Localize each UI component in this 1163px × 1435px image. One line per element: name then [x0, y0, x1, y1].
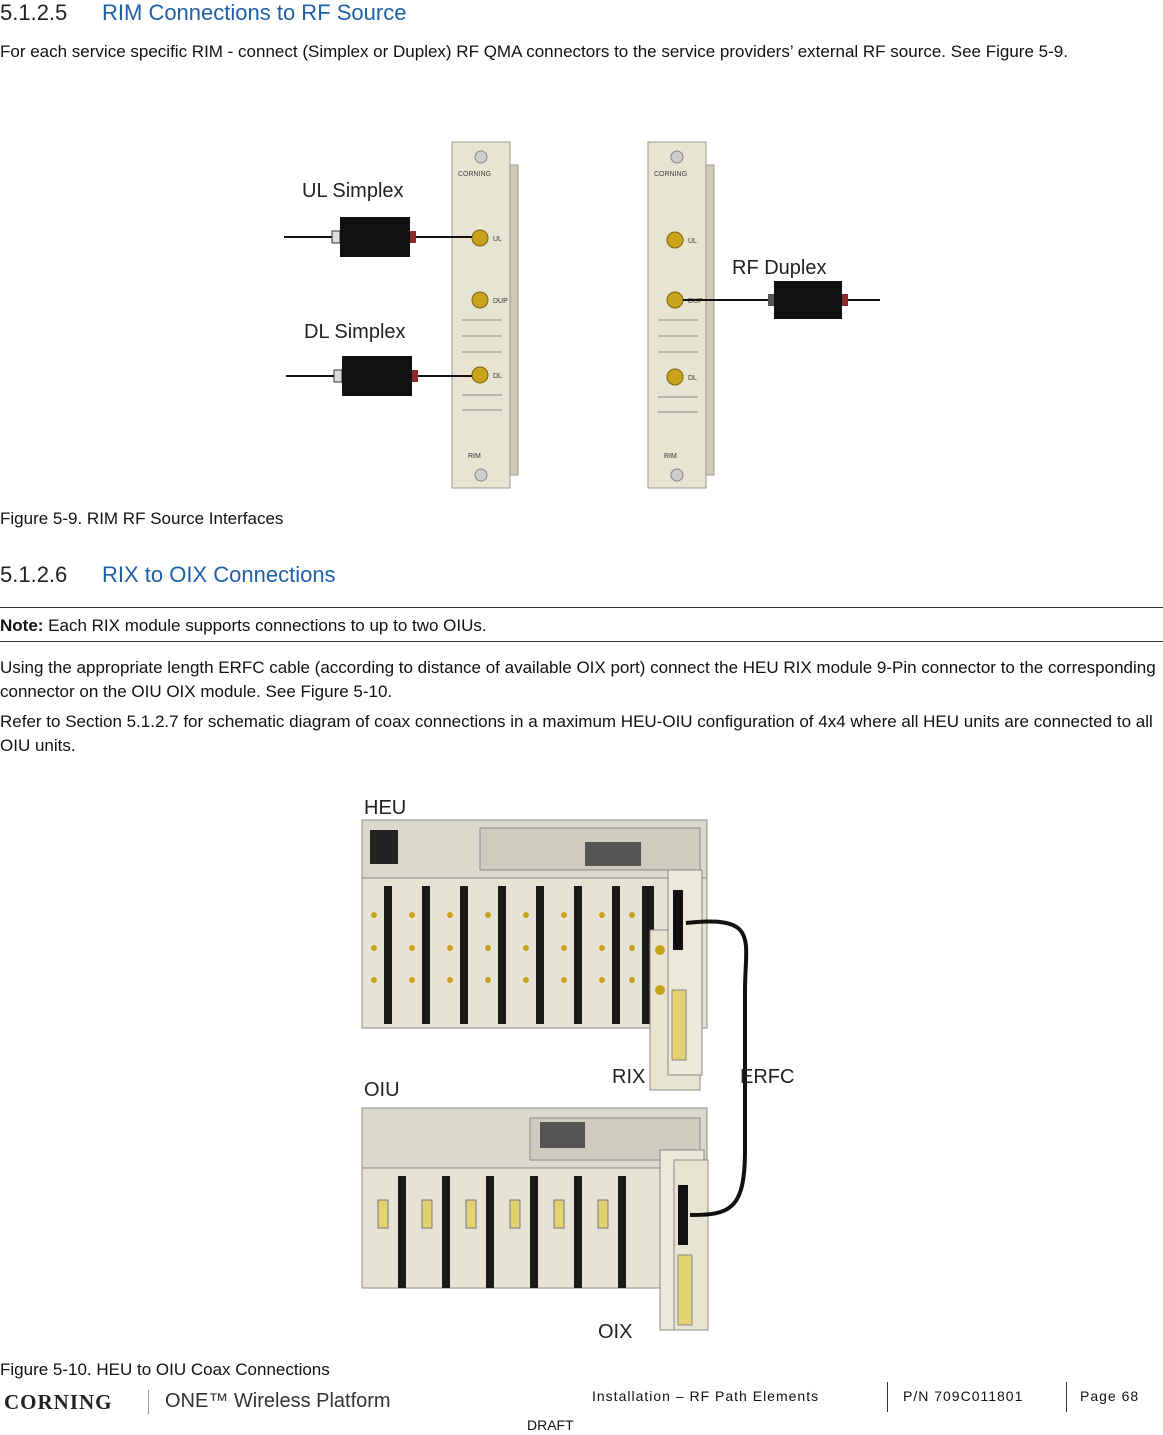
note	[0, 614, 487, 638]
dl-simplex-cable	[286, 356, 472, 396]
footer-divider	[1066, 1382, 1067, 1412]
note-bottom-rule	[0, 641, 1163, 642]
figure-5-10-caption: Figure 5-10. HEU to OIU Coax Connections	[0, 1360, 330, 1379]
footer-product: ONE™ Wireless Platform	[165, 1390, 391, 1412]
section-number: 5.1.2.5	[0, 0, 68, 25]
rim-card-right	[648, 142, 714, 488]
paragraph-rim: For each service specific RIM - connect (Simplex or Duplex) RF QMA connectors to the service providers’ external RF source. See Figure 5-9.	[0, 42, 1068, 61]
footer-part-number: P/N 709C011801	[903, 1388, 1024, 1404]
footer-divider	[887, 1382, 888, 1412]
ul-port-label: UL	[493, 236, 502, 243]
card-rim-label: RIM	[468, 453, 481, 460]
rim-card-left	[452, 142, 518, 488]
card-brand-label: CORNING	[654, 171, 688, 178]
rix-label: RIX	[612, 1066, 646, 1088]
paragraph-erfc: Using the appropriate length ERFC cable (according to distance of available OIX port) connect the HEU RIX module 9-Pin connector to the corresponding connector on the OIU OIX module. See Figure 5-10.	[0, 658, 1156, 701]
dup-port-label: DUP	[493, 298, 508, 305]
footer-section: Installation – RF Path Elements	[592, 1388, 820, 1404]
rf-duplex-label: RF Duplex	[732, 257, 827, 279]
erfc-label: ERFC	[740, 1066, 795, 1088]
ul-simplex-label: UL Simplex	[302, 180, 404, 202]
footer-page-number: Page 68	[1080, 1388, 1140, 1404]
figure-5-9-caption: Figure 5-9. RIM RF Source Interfaces	[0, 509, 284, 528]
section-title: RIM Connections to RF Source	[102, 0, 407, 25]
footer-brand: CORNING	[4, 1390, 113, 1414]
figure-rim-rf-interfaces	[280, 140, 890, 492]
section-heading-rix	[0, 562, 336, 588]
oiu-label: OIU	[364, 1079, 400, 1101]
note-label: Note:	[0, 616, 44, 635]
paragraph-refer: Refer to Section 5.1.2.7 for schematic diagram of coax connections in a maximum HEU-OIU configuration of 4x4 where all HEU units are connected to all OIU units.	[0, 712, 1153, 755]
dup-port-label: DUP	[688, 298, 703, 305]
dl-port-label: DL	[688, 375, 697, 382]
card-rim-label: RIM	[664, 453, 677, 460]
section-heading-rim	[0, 0, 406, 26]
card-brand-label: CORNING	[458, 171, 492, 178]
note-top-rule	[0, 607, 1163, 608]
note-text: Each RIX module supports connections to up to two OIUs.	[43, 616, 487, 635]
draft-label: DRAFT	[527, 1417, 574, 1433]
figure-heu-oiu-connections	[360, 790, 805, 1345]
dl-port-label: DL	[493, 373, 502, 380]
ul-simplex-cable	[284, 217, 472, 257]
dl-simplex-label: DL Simplex	[304, 321, 406, 343]
oix-module	[660, 1150, 708, 1330]
oix-label: OIX	[598, 1321, 633, 1343]
footer-brand-divider	[148, 1390, 149, 1414]
heu-label: HEU	[364, 797, 407, 819]
ul-port-label: UL	[688, 238, 697, 245]
oiu-chassis	[362, 1108, 707, 1288]
section-number: 5.1.2.6	[0, 562, 68, 587]
section-title: RIX to OIX Connections	[102, 562, 336, 587]
